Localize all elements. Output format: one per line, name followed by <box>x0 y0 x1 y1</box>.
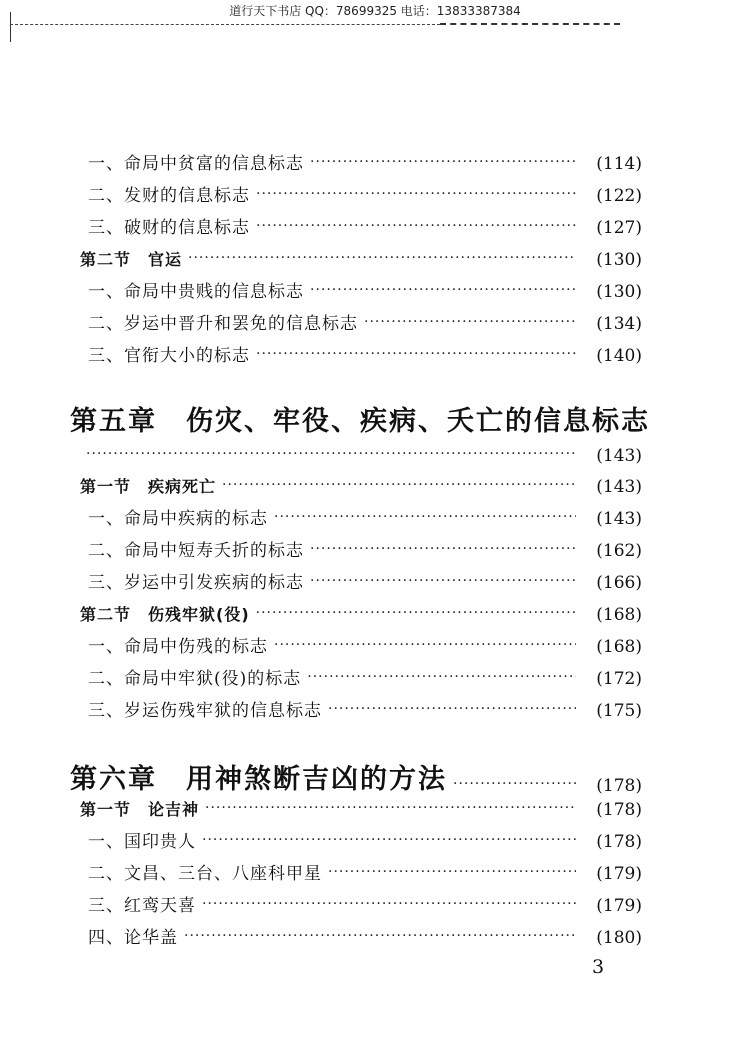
page-number: 3 <box>592 956 605 978</box>
dot-leader <box>328 864 576 880</box>
toc-item <box>0 501 750 529</box>
dot-leader <box>256 346 576 362</box>
page-ref: (140) <box>596 346 642 366</box>
toc-item <box>0 629 750 657</box>
page-ref: (130) <box>596 282 642 302</box>
dot-leader <box>310 282 576 298</box>
page-ref: (143) <box>596 509 642 529</box>
entry-title: 三、破财的信息标志 <box>88 218 250 238</box>
toc-item <box>0 661 750 689</box>
dot-leader <box>86 446 576 462</box>
page-ref: (178) <box>596 800 642 820</box>
dot-leader <box>274 509 576 525</box>
toc-item <box>0 856 750 884</box>
dot-leader <box>222 477 576 493</box>
chapter-title: 第五章 伤灾、牢役、疾病、夭亡的信息标志 <box>70 406 650 437</box>
dot-leader <box>364 314 576 330</box>
toc-chapter <box>0 756 750 796</box>
dot-leader <box>202 832 576 848</box>
entry-title: 一、命局中疾病的标志 <box>88 509 268 529</box>
page-ref: (168) <box>596 637 642 657</box>
toc-item <box>0 210 750 238</box>
entry-title: 三、岁运中引发疾病的标志 <box>88 573 304 593</box>
top-rule <box>10 24 440 25</box>
page-ref: (134) <box>596 314 642 334</box>
toc-item <box>0 274 750 302</box>
entry-title: 一、命局中贵贱的信息标志 <box>88 282 304 302</box>
toc-item <box>0 565 750 593</box>
page-ref: (162) <box>596 541 642 561</box>
header-watermark: 道行天下书店 QQ：78699325 电话：13833387384 <box>229 4 521 18</box>
page-ref: (175) <box>596 701 642 721</box>
dot-leader <box>205 800 576 816</box>
entry-title: 第六章 用神煞断吉凶的方法 <box>70 764 447 795</box>
page-ref: (130) <box>596 250 642 270</box>
toc-chapter-heading <box>0 398 750 438</box>
dot-leader <box>184 928 576 944</box>
page-ref: (166) <box>596 573 642 593</box>
entry-title: 二、岁运中晋升和罢免的信息标志 <box>88 314 358 334</box>
page-ref: (179) <box>596 864 642 884</box>
dot-leader <box>274 637 576 653</box>
toc-item <box>0 306 750 334</box>
entry-title: 第一节 疾病死亡 <box>80 477 217 496</box>
toc-item <box>0 693 750 721</box>
entry-title: 三、红鸾天喜 <box>88 896 196 916</box>
page-ref: (172) <box>596 669 642 689</box>
dot-leader <box>188 250 576 266</box>
page-ref: (168) <box>596 605 642 625</box>
entry-title: 第二节 官运 <box>80 250 183 269</box>
dot-leader <box>310 154 576 170</box>
toc-section <box>0 242 750 270</box>
dot-leader <box>310 573 576 589</box>
entry-title: 二、文昌、三台、八座科甲星 <box>88 864 322 884</box>
entry-title: 一、命局中贫富的信息标志 <box>88 154 304 174</box>
dot-leader <box>256 186 576 202</box>
page-ref: (127) <box>596 218 642 238</box>
page-ref: (180) <box>596 928 642 948</box>
entry-title: 四、论华盖 <box>88 928 178 948</box>
page-ref: (114) <box>596 154 642 174</box>
toc-item <box>0 146 750 174</box>
dot-leader <box>256 218 576 234</box>
dot-leader <box>202 896 576 912</box>
dot-leader <box>256 605 576 621</box>
entry-title: 第一节 论吉神 <box>80 800 200 819</box>
dot-leader <box>310 541 576 557</box>
scan-border <box>10 12 11 42</box>
toc-item <box>0 178 750 206</box>
entry-title: 二、命局中短寿夭折的标志 <box>88 541 304 561</box>
toc-item <box>0 824 750 852</box>
toc-section <box>0 469 750 497</box>
dot-leader <box>307 669 576 685</box>
entry-title: 第二节 伤残牢狱(役) <box>80 605 250 624</box>
entry-title: 三、官衔大小的标志 <box>88 346 250 366</box>
page-ref: (179) <box>596 896 642 916</box>
dot-leader <box>453 776 576 792</box>
toc-section <box>0 597 750 625</box>
dot-leader <box>328 701 576 717</box>
entry-title: 三、岁运伤残牢狱的信息标志 <box>88 701 322 721</box>
toc-section <box>0 792 750 820</box>
toc-chapter-page-line <box>0 438 750 466</box>
top-rule <box>440 23 620 25</box>
entry-title: 一、命局中伤残的标志 <box>88 637 268 657</box>
entry-title: 一、国印贵人 <box>88 832 196 852</box>
page-ref: (143) <box>596 446 642 466</box>
toc-item <box>0 888 750 916</box>
page-ref: (178) <box>596 776 642 796</box>
page-ref: (122) <box>596 186 642 206</box>
page-ref: (143) <box>596 477 642 497</box>
toc-item <box>0 533 750 561</box>
toc-item <box>0 338 750 366</box>
page-ref: (178) <box>596 832 642 852</box>
toc-item <box>0 920 750 948</box>
entry-title: 二、发财的信息标志 <box>88 186 250 206</box>
entry-title: 二、命局中牢狱(役)的标志 <box>88 669 302 689</box>
